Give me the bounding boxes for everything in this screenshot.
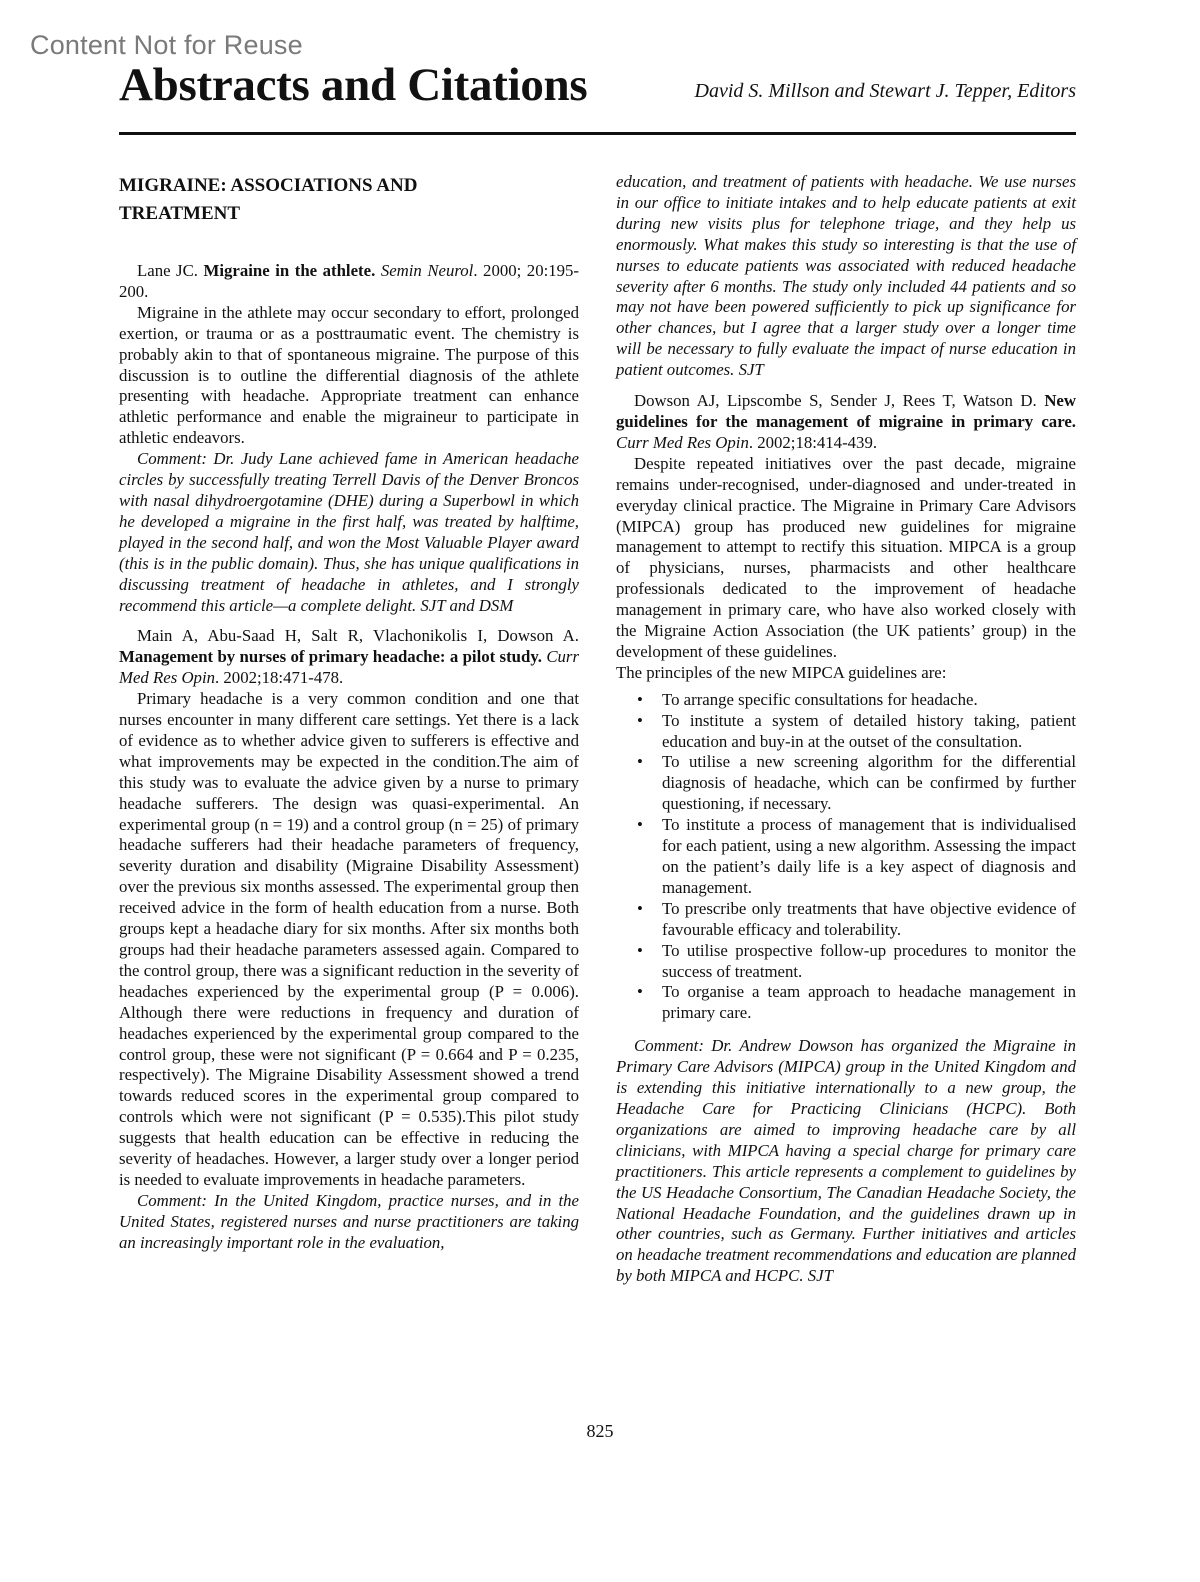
article-lane bbox=[119, 261, 579, 616]
principles-intro: The principles of the new MIPCA guidelines are: bbox=[616, 662, 947, 682]
citation-reference: . 2002;18:471-478. bbox=[215, 668, 344, 688]
citation bbox=[119, 261, 579, 303]
citation-authors: Lane JC. bbox=[137, 261, 204, 280]
principle-text: To organise a team approach to headache management in primary care. bbox=[662, 982, 1076, 1023]
principle-item bbox=[637, 940, 1076, 983]
article-dowson bbox=[616, 391, 1076, 1287]
header-rule bbox=[119, 132, 1076, 135]
page-number: 825 bbox=[586, 1421, 614, 1441]
page-header bbox=[119, 58, 1076, 134]
editor-comment: Comment: Dr. Andrew Dowson has organized the Migraine in Primary Care Advisors (MIPCA) group in the United Kingdom and is extending this initiative internationally to a new group, the Headache Care for Practicing Clinicians (HCPC). Both organizations are aimed to improving headache care by all clinicians, with MIPCA having a special charge for primary care practitioners. This article represents a complement to guidelines by the US Headache Consortium, The Canadian Headache Society, the National Headache Foundation, and the guidelines drawn up in other countries, such as Germany. Further initiatives and articles on headache treatment recommendations and education are planned by both MIPCA and HCPC. SJT bbox=[616, 1036, 1076, 1286]
principle-item bbox=[637, 689, 1076, 711]
abstract-text: Despite repeated initiatives over the past decade, migraine remains under-recognised, under-diagnosed and under-treated in everyday clinical practice. The Migraine in Primary Care Advisors (MIPCA) group has produced new guidelines for migraine management to attempt to rectify this situation. MIPCA is a group of physicians, nurses, pharmacists and other healthcare professionals dedicated to the improvement of headache management in primary care, who have also worked closely with the Migraine Action Association (the UK patients’ group) in the development of these guidelines. bbox=[616, 453, 1076, 661]
abstract-text: Primary headache is a very common condition and one that nurses encounter in many different care settings. Yet there is a lack of evidence as to whether advice given to sufferers is effective and what improvements may be expected in the condition.The aim of this study was to evaluate the advice given by a nurse to primary headache sufferers. The design was quasi-experimental. An experimental group (n = 19) and a control group (n = 25) of primary headache sufferers had their headache parameters of frequency, severity duration and disability (Migraine Disability Assessment) over the previous six months assessed. The experimental group then received advice in the form of health education from a nurse. Both groups kept a headache diary for six months. After six months both groups had their headache parameters assessed again. Compared to the control group, there was a significant reduction in the severity of headaches experienced by the experimental group (P = 0.006). Although there were reductions in frequency and duration of headaches experienced by the experimental group compared to the control group, these were not significant (P = 0.664 and P = 0.235, respectively). The Migraine Disability Assessment showed a trend towards reduced scores in the experimental group compared to controls which were not significant (P = 0.535).This pilot study suggests that health education can be effective in reducing the severity of headaches. However, a larger study over a longer period is needed to evaluate improvements in headache parameters. bbox=[119, 689, 579, 1189]
principle-item bbox=[637, 982, 1076, 1024]
article-title: Management by nurses of primary headache: a pilot study. bbox=[119, 647, 542, 667]
journal-section-title: Abstracts and Citations bbox=[119, 59, 588, 111]
principle-text: To prescribe only treatments that have objective evidence of favourable efficacy and tolerability. bbox=[662, 898, 1076, 939]
principle-text: To institute a process of management that is individualised for each patient, using a new algorithm. Assessing the impact on the patient’s daily life is a key aspect of diagnosis and management. bbox=[662, 815, 1076, 897]
principle-item bbox=[637, 815, 1076, 899]
principle-item bbox=[637, 752, 1076, 815]
section-heading: MIGRAINE: ASSOCIATIONS AND TREATMENT bbox=[119, 175, 418, 224]
citation-reference: . 2002;18:414-439. bbox=[748, 432, 878, 452]
principle-item bbox=[637, 710, 1076, 753]
watermark: Content Not for Reuse bbox=[30, 30, 303, 60]
left-column bbox=[119, 172, 579, 1254]
principle-text: To utilise prospective follow-up procedures to monitor the success of treatment. bbox=[662, 940, 1076, 981]
citation-authors: Main A, Abu-Saad H, Salt R, Vlachonikolis I, Dowson A. bbox=[137, 626, 579, 646]
principles-list bbox=[616, 690, 1076, 1025]
principle-text: To arrange specific consultations for headache. bbox=[662, 689, 978, 709]
principle-text: To institute a system of detailed history taking, patient education and buy-in at the outset of the consultation. bbox=[662, 710, 1076, 751]
article-title: New guidelines for the management of migraine in primary care. bbox=[616, 391, 1076, 431]
editor-comment: Comment: Dr. Judy Lane achieved fame in American headache circles by successfully treating Terrell Davis of the Denver Broncos with nasal dihydroergotamine (DHE) during a Superbowl in which he developed a migraine in the first half, was treated by halftime, played in the second half, and won the Most Valuable Player award (this is in the public domain). Thus, she has unique qualifications in discussing treatment of headache in athletes, and I strongly recommend this article—a complete delight. SJT and DSM bbox=[119, 449, 579, 615]
article-title: Migraine in the athlete. bbox=[203, 261, 376, 280]
right-column bbox=[616, 172, 1076, 1287]
article-main bbox=[119, 626, 579, 1253]
citation bbox=[119, 626, 579, 689]
bullet-icon: • bbox=[637, 815, 643, 835]
principle-item bbox=[637, 898, 1076, 941]
bullet-icon: • bbox=[637, 689, 643, 709]
bullet-icon: • bbox=[637, 710, 643, 730]
principle-text: To utilise a new screening algorithm for the differential diagnosis of headache, which can be confirmed by further questioning, if necessary. bbox=[662, 752, 1076, 814]
bullet-icon: • bbox=[637, 898, 643, 918]
bullet-icon: • bbox=[637, 752, 643, 772]
citation bbox=[616, 391, 1076, 454]
editors-line: David S. Millson and Stewart J. Tepper, Editors bbox=[694, 80, 1076, 102]
abstract-text: Migraine in the athlete may occur secondary to effort, prolonged exertion, or trauma or as a posttraumatic event. The chemistry is probably akin to that of spontaneous migraine. The purpose of this discussion is to outline the differential diagnosis of the athlete presenting with headache. Appropriate treatment can enhance athletic performance and enable the migraineur to participate in athletic endeavors. bbox=[119, 302, 579, 448]
citation-reference: . 2000; 20:195-200. bbox=[119, 261, 580, 301]
journal-name: Curr Med Res Opin bbox=[616, 432, 749, 452]
editor-comment-continued: education, and treatment of patients with headache. We use nurses in our office to initiate intakes and to help educate patients at exit during new visits plus for telephone triage, and they help us enormously. What makes this study so interesting is that the use of nurses to educate patients was associated with reduced headache severity after 6 months. The study only included 44 patients and so may not have been powered sufficiently to pick up significance for other chances, but I agree that a larger study over a longer time will be necessary to fully evaluate the impact of nurse education in patient outcomes. SJT bbox=[616, 172, 1076, 380]
bullet-icon: • bbox=[637, 940, 643, 960]
bullet-icon: • bbox=[637, 982, 643, 1002]
citation-authors: Dowson AJ, Lipscombe S, Sender J, Rees T, Watson D. bbox=[634, 391, 1045, 411]
editor-comment: Comment: In the United Kingdom, practice nurses, and in the United States, registered nurses and nurse practitioners are taking an increasingly important role in the evaluation, bbox=[119, 1190, 579, 1252]
journal-name: Semin Neurol bbox=[380, 261, 474, 280]
journal-name: Curr Med Res Opin bbox=[119, 647, 579, 688]
